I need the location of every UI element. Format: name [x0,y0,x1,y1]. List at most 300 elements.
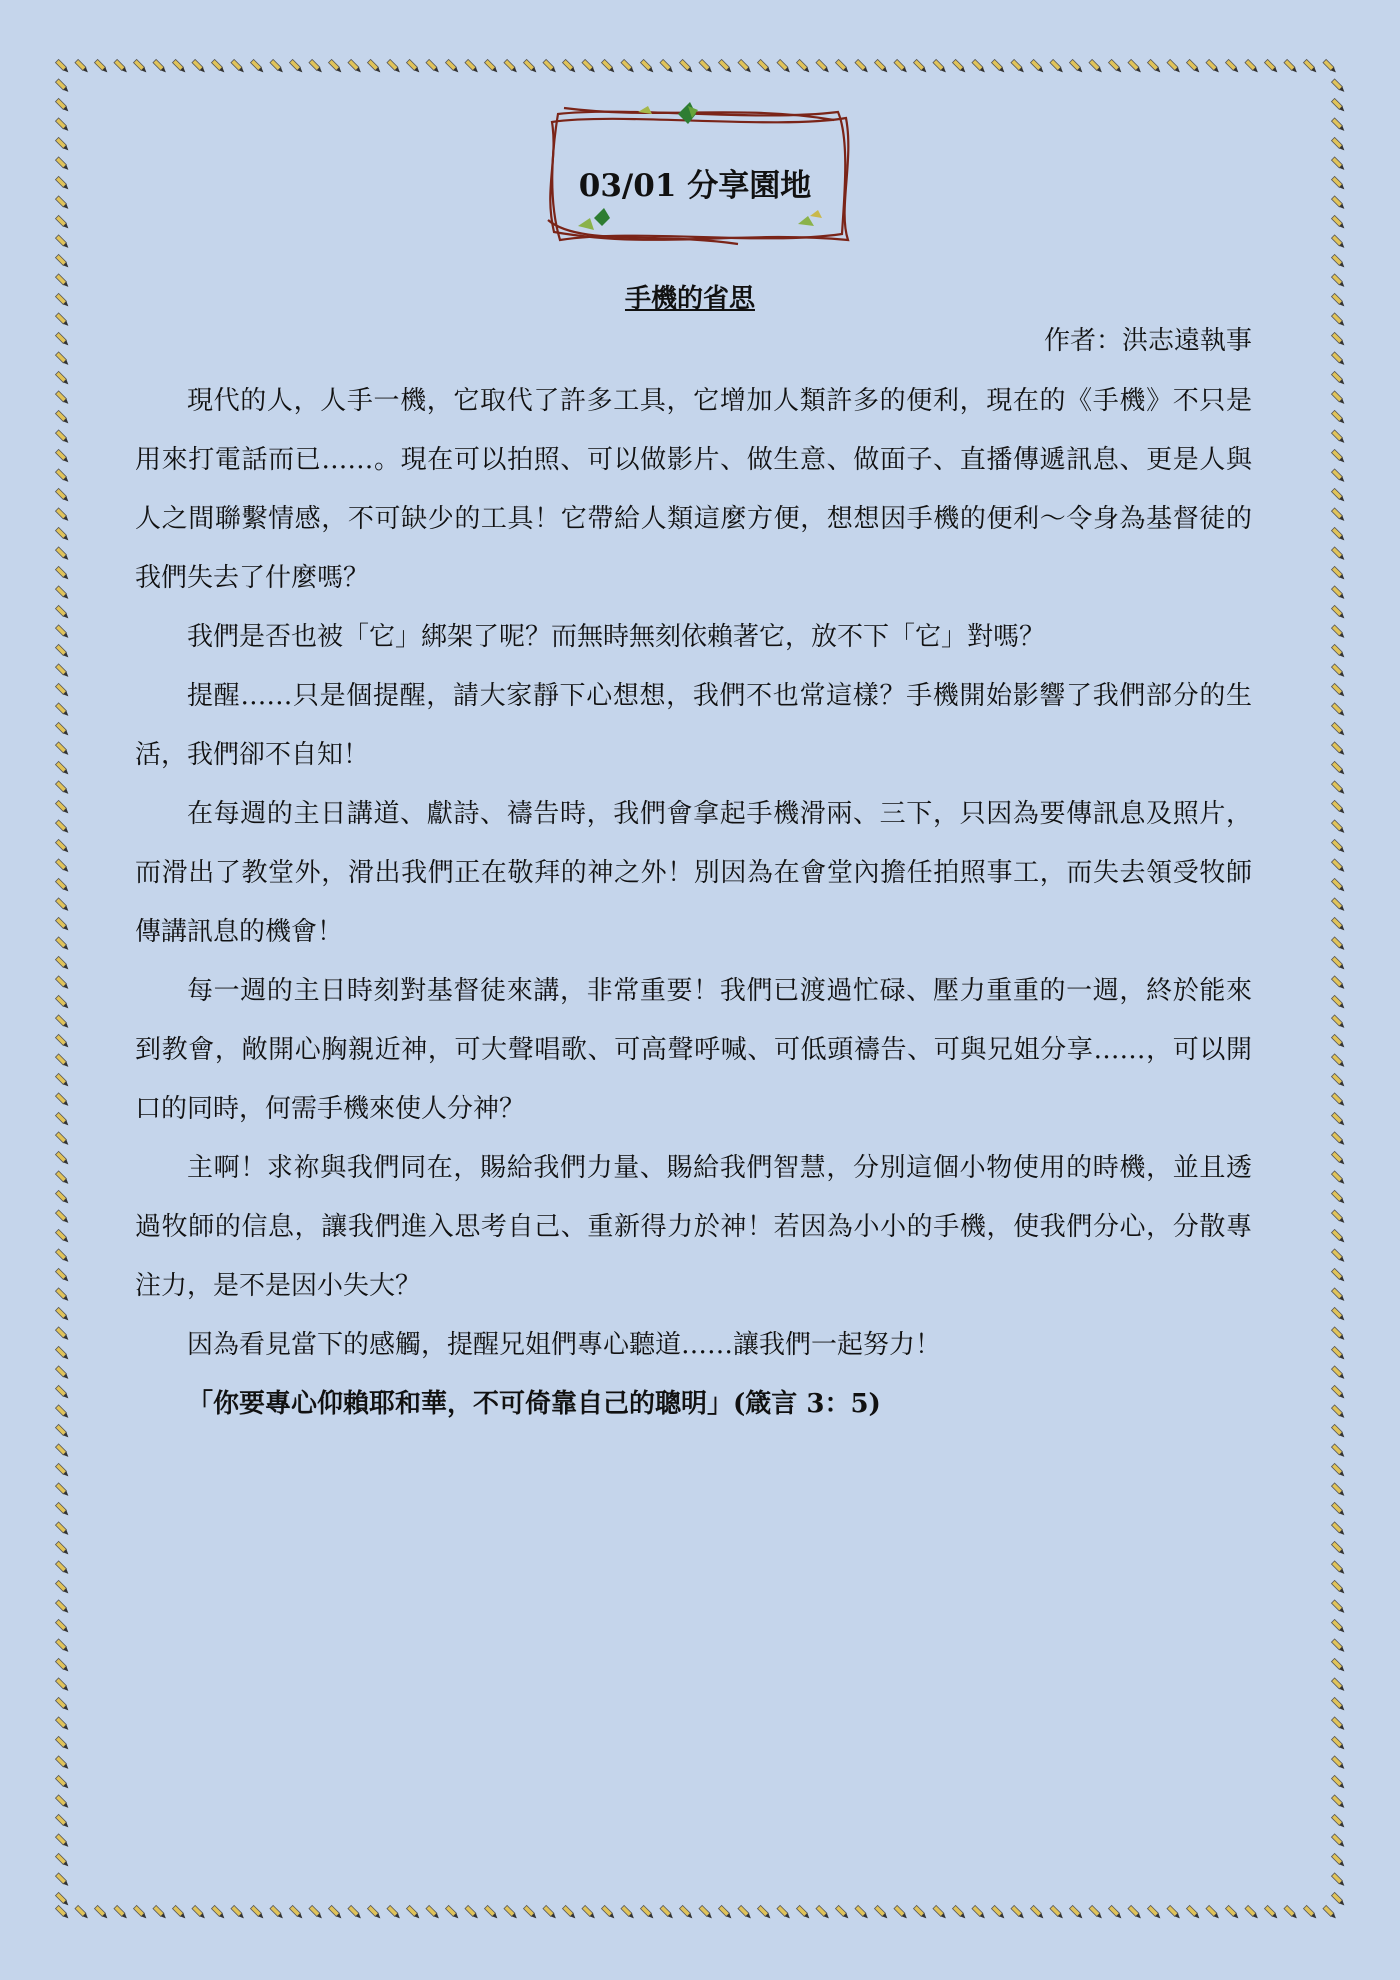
pencil-icon [1303,1905,1317,1919]
pencil-icon [582,59,596,73]
pencil-icon [1331,1892,1345,1906]
pencil-icon [777,1905,791,1919]
pencil-icon [816,59,830,73]
pencil-icon [1331,566,1345,580]
paragraph: 在每週的主日講道、獻詩、禱告時，我們會拿起手機滑兩、三下，只因為要傳訊息及照片，而滑出了教堂外，滑出我們正在敬拜的神之外！別因為在會堂內擔任拍照事工，而失去領受牧師傳講訊息的機會！ [135,799,1252,947]
pencil-icon [1186,59,1200,73]
pencil-icon [1331,1132,1345,1146]
pencil-icon [562,59,576,73]
pencil-icon [1331,722,1345,736]
pencil-icon [1331,1229,1345,1243]
pencil-icon [1331,664,1345,678]
pencil-icon [991,1905,1005,1919]
pencil-icon [172,59,186,73]
pencil-icon [1108,1905,1122,1919]
pencil-icon [55,1132,69,1146]
pencil-icon [1323,1905,1337,1919]
pencil-icon [855,1905,869,1919]
paragraph: 每一週的主日時刻對基督徒來講，非常重要！我們已渡過忙碌、壓力重重的一週，終於能來到教會，敞開心胸親近神，可大聲唱歌、可高聲呼喊、可低頭禱告、可與兄姐分享……，可以開口的同時，何需手機來使人分神？ [135,976,1252,1124]
pencil-icon [1331,449,1345,463]
pencil-icon [1331,79,1345,93]
pencil-icon [1331,410,1345,424]
pencil-icon [1331,508,1345,522]
pencil-icon [894,1905,908,1919]
pencil-icon [55,1834,69,1848]
pencil-icon [55,1639,69,1653]
pencil-icon [582,1905,596,1919]
pencil-icon [55,1814,69,1828]
pencil-icon [55,1190,69,1204]
pencil-icon [114,59,128,73]
pencil-icon [660,59,674,73]
pencil-icon [1206,1905,1220,1919]
pencil-icon [55,586,69,600]
pencil-icon [1128,1905,1142,1919]
pencil-icon [1331,995,1345,1009]
pencil-icon [55,1424,69,1438]
pencil-icon [387,59,401,73]
pencil-icon [1331,254,1345,268]
pencil-icon [1303,59,1317,73]
pencil-icon [1331,1522,1345,1536]
pencil-icon [1331,1502,1345,1516]
pencil-icon [1331,1619,1345,1633]
pencil-icon [406,1905,420,1919]
pencil-icon [1331,859,1345,873]
pencil-icon [601,1905,615,1919]
pencil-icon [894,59,908,73]
pencil-icon [679,1905,693,1919]
pencil-icon [1331,430,1345,444]
pencil-icon [55,1034,69,1048]
pencil-icon [55,215,69,229]
pencil-icon [1331,1424,1345,1438]
pencil-icon [55,1736,69,1750]
pencil-icon [1331,1405,1345,1419]
pencil-icon [1284,1905,1298,1919]
pencil-icon [1284,59,1298,73]
pencil-icon [1069,59,1083,73]
pencil-icon [1331,800,1345,814]
pencil-icon [1331,371,1345,385]
pencil-icon [504,1905,518,1919]
pencil-icon [55,1892,69,1906]
pencil-icon [601,59,615,73]
paragraph: 因為看見當下的感觸，提醒兄姐們專心聽道……讓我們一起努力！ [187,1330,942,1360]
pencil-icon [406,59,420,73]
pencil-icon [1331,703,1345,717]
pencil-icon [55,644,69,658]
pencil-icon [55,371,69,385]
pencil-icon [1331,196,1345,210]
pencil-icon [55,1073,69,1087]
pencil-icon [699,1905,713,1919]
pencil-icon [1225,59,1239,73]
pencil-icon [348,1905,362,1919]
pencil-icon [1331,1444,1345,1458]
pencil-icon [1331,586,1345,600]
pencil-icon [1331,118,1345,132]
pencil-icon [1069,1905,1083,1919]
pencil-icon [1331,527,1345,541]
pencil-icon [445,59,459,73]
pencil-icon [640,59,654,73]
pencil-icon [94,59,108,73]
pencil-icon [55,820,69,834]
pencil-icon [855,59,869,73]
pencil-icon [55,703,69,717]
pencil-icon [55,79,69,93]
pencil-icon [55,1905,69,1919]
paragraph: 主啊！求祢與我們同在，賜給我們力量、賜給我們智慧，分別這個小物使用的時機，並且透過牧師的信息，讓我們進入思考自己、重新得力於神！若因為小小的手機，使我們分心，分散專注力，是不是因小失大？ [135,1153,1252,1301]
pencil-icon [270,1905,284,1919]
pencil-icon [55,1717,69,1731]
pencil-icon [231,59,245,73]
pencil-icon [1331,1853,1345,1867]
pencil-icon [250,59,264,73]
pencil-icon [55,625,69,639]
pencil-icon [133,59,147,73]
pencil-icon [1331,1346,1345,1360]
pencil-icon [1331,1171,1345,1185]
pencil-icon [679,59,693,73]
pencil-icon [1050,1905,1064,1919]
pencil-icon [55,488,69,502]
pencil-icon [1167,1905,1181,1919]
pencil-icon [1331,683,1345,697]
pencil-icon [699,59,713,73]
pencil-icon [1030,1905,1044,1919]
pencil-icon [874,1905,888,1919]
pencil-icon [1331,332,1345,346]
pencil-icon [1331,1249,1345,1263]
pencil-icon [55,1054,69,1068]
pencil-icon [309,1905,323,1919]
pencil-icon [1331,1717,1345,1731]
pencil-icon [348,59,362,73]
pencil-icon [757,1905,771,1919]
pencil-icon [55,547,69,561]
pencil-icon [1331,917,1345,931]
pencil-icon [738,1905,752,1919]
pencil-icon [1331,761,1345,775]
pencil-icon [1331,781,1345,795]
pencil-icon [484,1905,498,1919]
pencil-icon [1089,1905,1103,1919]
pencil-icon [367,1905,381,1919]
pencil-icon [972,59,986,73]
pencil-icon [55,1756,69,1770]
pencil-icon [1206,59,1220,73]
pencil-icon [289,1905,303,1919]
pencil-icon [231,1905,245,1919]
pencil-icon [933,1905,947,1919]
pencil-icon [777,59,791,73]
pencil-icon [1331,1190,1345,1204]
paragraph: 提醒……只是個提醒，請大家靜下心想想，我們不也常這樣？手機開始影響了我們部分的生活，我們卻不自知！ [135,681,1252,770]
pencil-icon [1331,937,1345,951]
pencil-icon [55,722,69,736]
pencil-icon [952,59,966,73]
pencil-icon [1323,59,1337,73]
pencil-icon [1331,820,1345,834]
pencil-icon [55,937,69,951]
pencil-icon [1331,839,1345,853]
pencil-icon [55,527,69,541]
pencil-icon [1331,1385,1345,1399]
pencil-icon [465,1905,479,1919]
pencil-icon [1331,1210,1345,1224]
pencil-icon [55,1171,69,1185]
pencil-icon [55,410,69,424]
pencil-icon [55,235,69,249]
pencil-icon [1331,1814,1345,1828]
paragraph: 現代的人，人手一機，它取代了許多工具，它增加人類許多的便利，現在的《手機》不只是用來打電話而已……。現在可以拍照、可以做影片、做生意、做面子、直播傳遞訊息、更是人與人之間聯繫情感，不可缺少的工具！它帶給人類這麼方便，想想因手機的便利～令身為基督徒的我們失去了什麼嗎？ [135,386,1252,593]
pencil-icon [211,1905,225,1919]
pencil-icon [55,1697,69,1711]
pencil-icon [387,1905,401,1919]
pencil-icon [952,1905,966,1919]
pencil-icon [972,1905,986,1919]
pencil-icon [55,917,69,931]
pencil-icon [1225,1905,1239,1919]
pencil-icon [55,1015,69,1029]
pencil-icon [55,1775,69,1789]
pencil-icon [835,1905,849,1919]
pencil-icon [562,1905,576,1919]
pencil-icon [250,1905,264,1919]
pencil-icon [55,313,69,327]
pencil-icon [1331,547,1345,561]
pencil-icon [796,59,810,73]
pencil-icon [621,59,635,73]
pencil-icon [1331,1756,1345,1770]
pencil-icon [55,1561,69,1575]
pencil-icon [55,742,69,756]
pencil-icon [1331,137,1345,151]
pencil-icon [991,59,1005,73]
pencil-icon [55,391,69,405]
pencil-icon [1245,1905,1259,1919]
pencil-icon [55,1151,69,1165]
pencil-icon [55,1112,69,1126]
pencil-icon [660,1905,674,1919]
pencil-icon [465,59,479,73]
pencil-icon [55,605,69,619]
pencil-icon [309,59,323,73]
bible-verse: 「你要專心仰賴耶和華，不可倚靠自己的聰明」(箴言 3：5) [187,1389,881,1419]
author-line: 作者：洪志遠執事 [1043,326,1252,356]
pencil-icon [55,898,69,912]
pencil-icon [1331,1073,1345,1087]
pencil-icon [1264,59,1278,73]
pencil-icon [55,1366,69,1380]
pencil-icon [328,59,342,73]
pencil-icon [55,196,69,210]
pencil-icon [1186,1905,1200,1919]
pencil-icon [55,157,69,171]
pencil-icon [1331,469,1345,483]
pencil-icon [1331,1327,1345,1341]
pencil-icon [114,1905,128,1919]
pencil-icon [913,1905,927,1919]
article-title: 手機的省思 [624,284,755,314]
pencil-icon [55,98,69,112]
pencil-icon [1331,605,1345,619]
pencil-icon [55,664,69,678]
pencil-icon [55,1210,69,1224]
pencil-icon [1331,274,1345,288]
pencil-icon [55,878,69,892]
paragraph: 我們是否也被「它」綁架了呢？而無時無刻依賴著它，放不下「它」對嗎？ [187,622,1046,652]
pencil-icon [55,1288,69,1302]
pencil-icon [1331,1561,1345,1575]
pencil-icon [1331,742,1345,756]
pencil-icon [1128,59,1142,73]
pencil-icon [55,1541,69,1555]
pencil-icon [1245,59,1259,73]
pencil-icon [55,566,69,580]
pencil-icon [289,59,303,73]
pencil-icon [816,1905,830,1919]
pencil-icon [445,1905,459,1919]
pencil-icon [523,59,537,73]
pencil-icon [1331,1834,1345,1848]
pencil-icon [1331,293,1345,307]
pencil-icon [523,1905,537,1919]
pencil-icon [621,1905,635,1919]
pencil-icon [718,1905,732,1919]
pencil-icon [426,59,440,73]
pencil-icon [1331,215,1345,229]
pencil-icon [55,469,69,483]
pencil-icon [1331,313,1345,327]
pencil-icon [55,1678,69,1692]
pencil-icon [738,59,752,73]
pencil-icon [1147,1905,1161,1919]
pencil-icon [55,293,69,307]
pencil-icon [55,118,69,132]
pencil-icon [55,859,69,873]
pencil-icon [504,59,518,73]
pencil-icon [1331,98,1345,112]
pencil-icon [55,137,69,151]
pencil-icon [484,59,498,73]
pencil-icon [1331,1112,1345,1126]
pencil-icon [55,176,69,190]
pencil-icon [55,254,69,268]
pencil-icon [153,59,167,73]
pencil-icon [426,1905,440,1919]
pencil-icon [796,1905,810,1919]
pencil-icon [55,976,69,990]
pencil-icon [874,59,888,73]
pencil-icon [1030,59,1044,73]
pencil-icon [55,59,69,73]
pencil-icon [94,1905,108,1919]
pencil-icon [1011,59,1025,73]
pencil-icon [1331,1268,1345,1282]
pencil-icon [1147,59,1161,73]
pencil-icon [835,59,849,73]
pencil-icon [55,1853,69,1867]
pencil-icon [1331,1736,1345,1750]
pencil-icon [1167,59,1181,73]
pencil-icon [543,59,557,73]
pencil-icon [1331,1639,1345,1653]
pencil-icon [55,683,69,697]
pencil-icon [172,1905,186,1919]
pencil-icon [1331,235,1345,249]
pencil-icon [1331,1795,1345,1809]
pencil-icon [55,1385,69,1399]
pencil-icon [1011,1905,1025,1919]
pencil-icon [1331,1463,1345,1477]
pencil-icon [75,59,89,73]
pencil-icon [55,995,69,1009]
pencil-icon [55,430,69,444]
pencil-icon [55,781,69,795]
pencil-icon [1331,1600,1345,1614]
pencil-icon [1331,1873,1345,1887]
pencil-icon [55,1229,69,1243]
article-body [135,372,1252,1434]
pencil-icon [1331,1288,1345,1302]
pencil-icon [757,59,771,73]
pencil-icon [55,332,69,346]
pencil-icon [1331,1093,1345,1107]
pencil-icon [1331,625,1345,639]
pencil-icon [192,1905,206,1919]
pencil-icon [1331,1151,1345,1165]
pencil-icon [55,1483,69,1497]
pencil-icon [1264,1905,1278,1919]
pencil-icon [718,59,732,73]
pencil-icon [1331,1775,1345,1789]
pencil-icon [55,1795,69,1809]
pencil-icon [55,761,69,775]
pencil-icon [55,1346,69,1360]
pencil-icon [1331,1697,1345,1711]
pencil-icon [55,956,69,970]
pencil-icon [55,1522,69,1536]
pencil-icon [55,1619,69,1633]
pencil-icon [1050,59,1064,73]
pencil-icon [55,1658,69,1672]
pencil-icon [1331,1015,1345,1029]
pencil-icon [1089,59,1103,73]
pencil-icon [55,1307,69,1321]
pencil-icon [1331,956,1345,970]
pencil-icon [1331,644,1345,658]
pencil-icon [1331,1366,1345,1380]
pencil-icon [1331,488,1345,502]
pencil-icon [55,1405,69,1419]
pencil-icon [270,59,284,73]
pencil-icon [1331,1034,1345,1048]
pencil-icon [55,1093,69,1107]
pencil-icon [1331,898,1345,912]
pencil-icon [1331,391,1345,405]
pencil-icon [913,59,927,73]
pencil-icon [55,1268,69,1282]
pencil-icon [640,1905,654,1919]
pencil-icon [1331,176,1345,190]
pencil-icon [55,1327,69,1341]
pencil-icon [1331,1580,1345,1594]
pencil-icon [55,1463,69,1477]
pencil-icon [543,1905,557,1919]
